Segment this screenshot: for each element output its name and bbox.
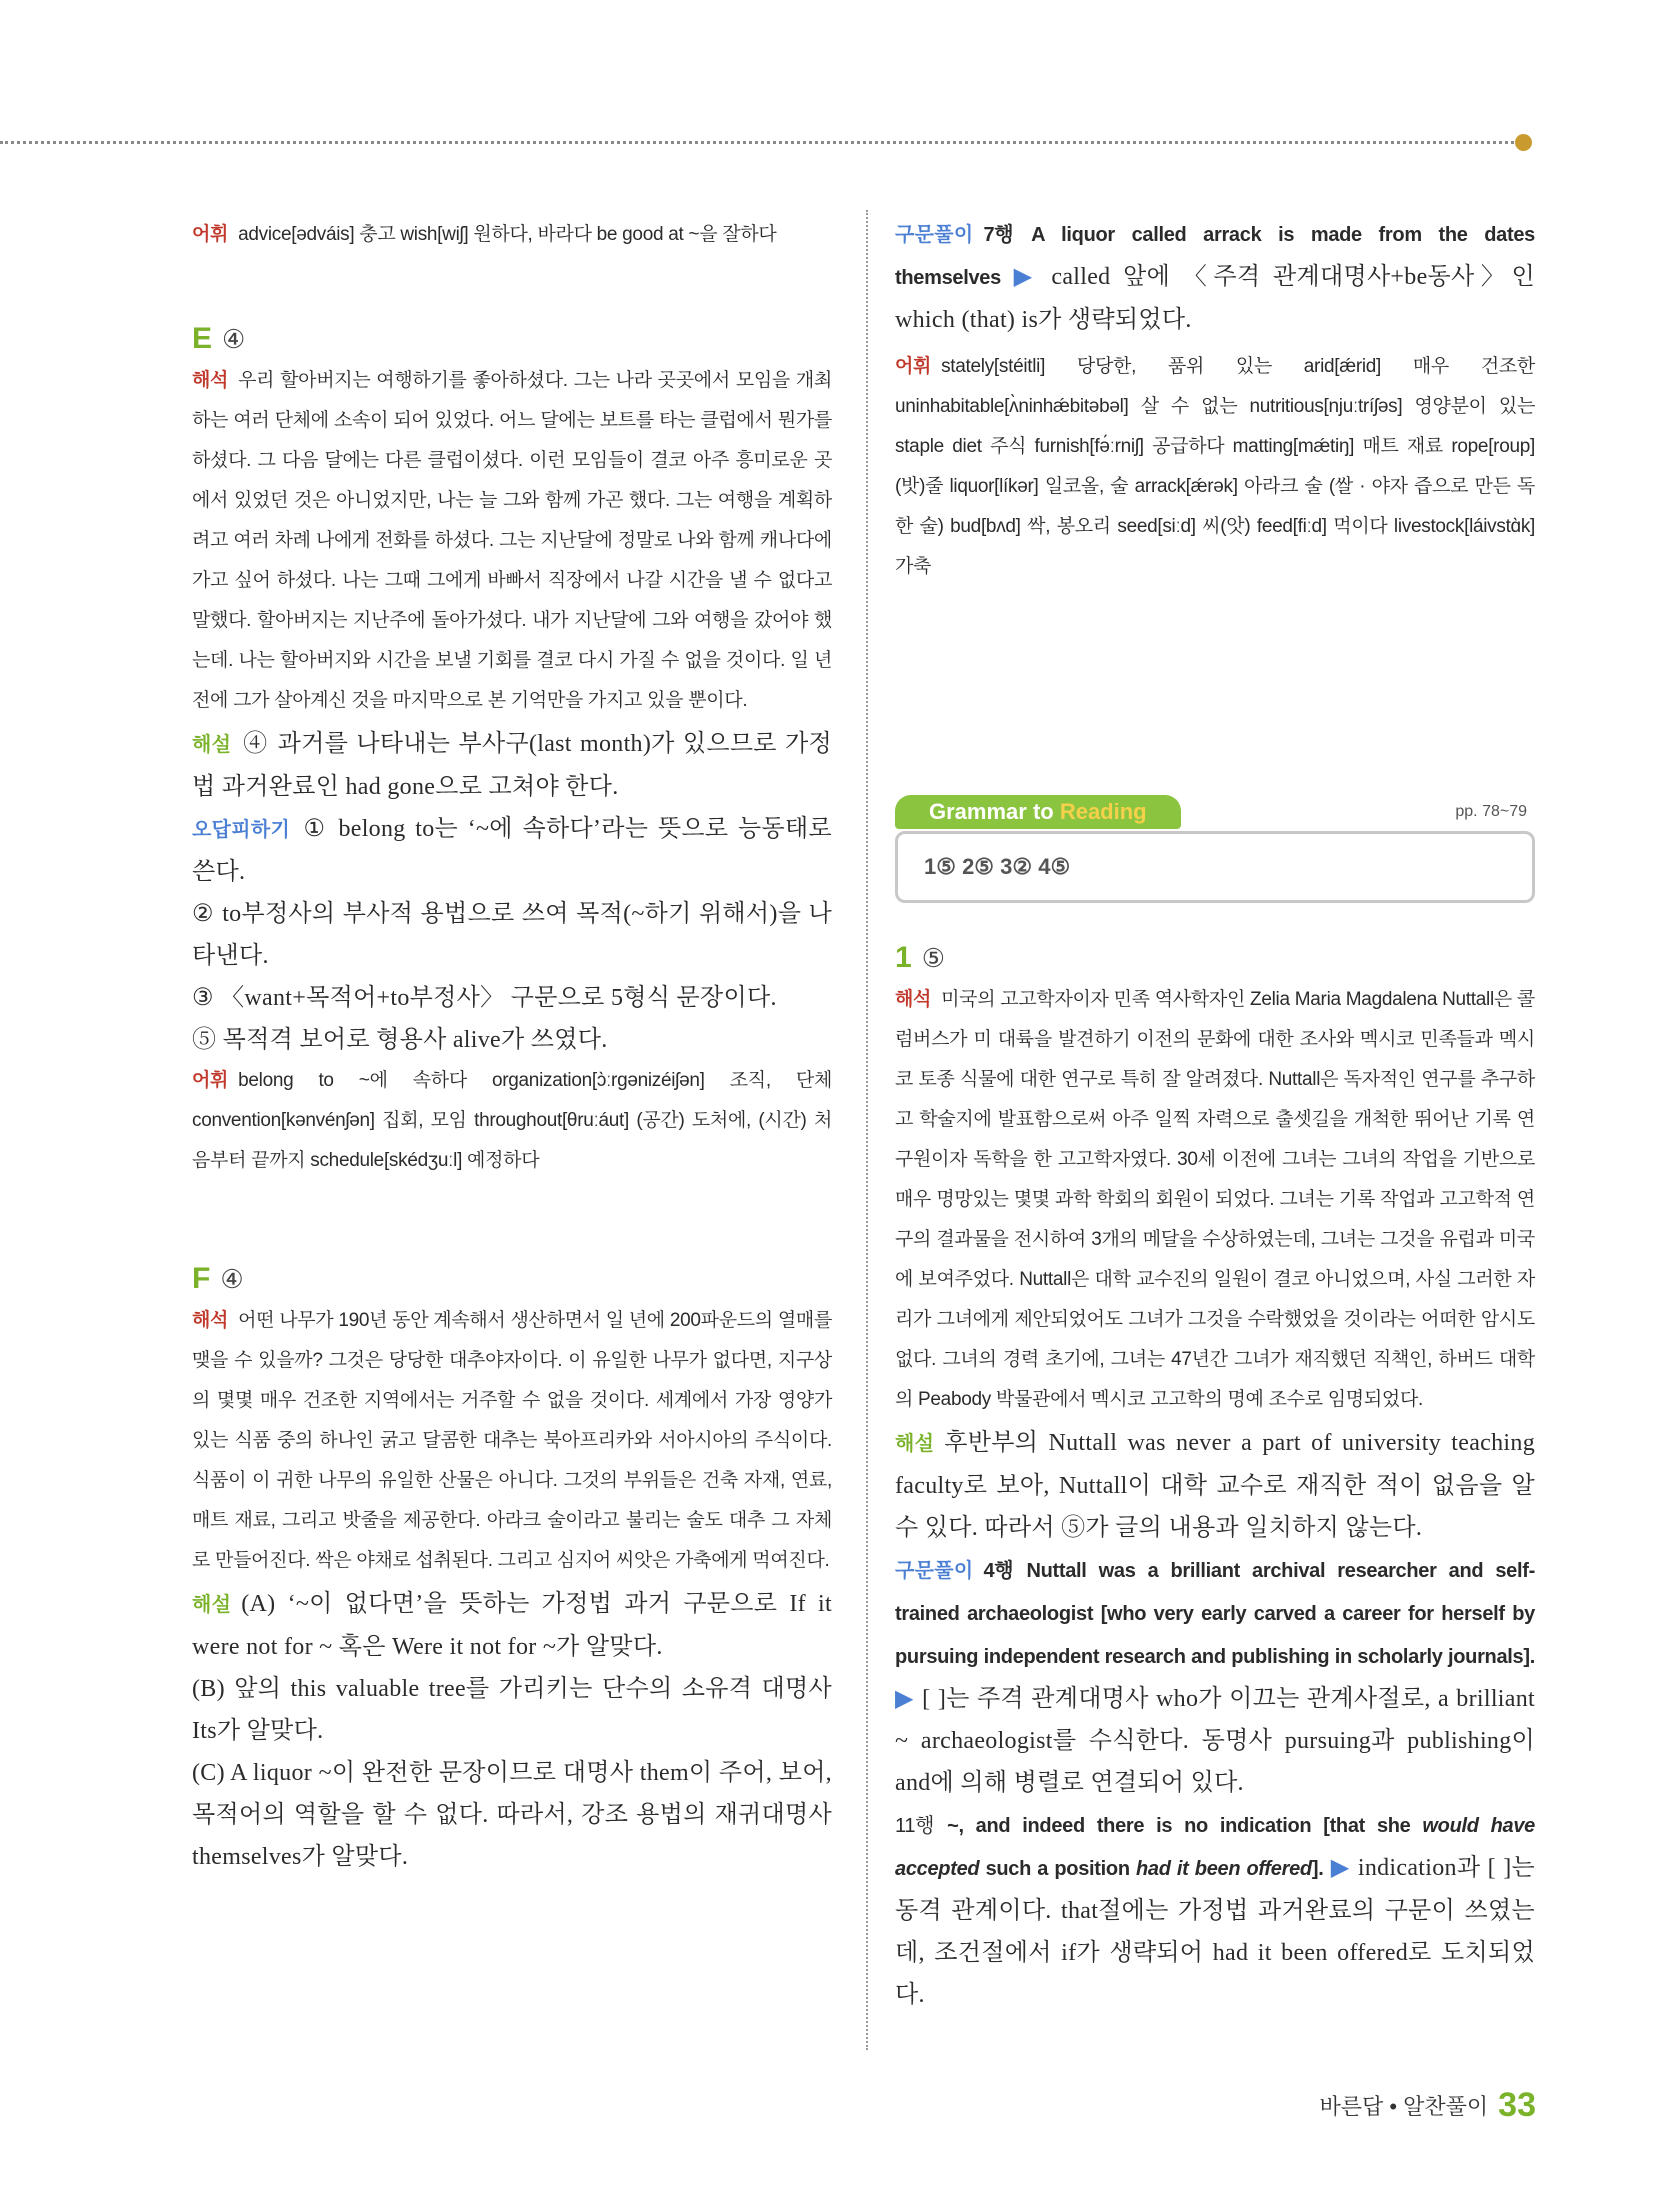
section-e-translation — [192, 361, 832, 721]
section-1-syntax-1 — [895, 1549, 1535, 1804]
section-f-heading — [192, 1257, 832, 1301]
page-footer — [1319, 2086, 1536, 2125]
vocab-label: 어휘 — [192, 1070, 229, 1091]
section-1-heading — [895, 936, 1535, 980]
top-rule-dot — [1515, 134, 1532, 151]
gtr-pages: pp. 78~79 — [1455, 803, 1527, 820]
syntax2-post: ]. — [1311, 1858, 1324, 1880]
section-f-explanation-c: (C) A liquor ~이 완전한 문장이므로 대명사 them이 주어, 보어, 목적어의 역할을 할 수 없다. 따라서, 강조 용법의 재귀대명사 themselves가 알맞다. — [192, 1760, 832, 1870]
translation-text: 어떤 나무가 190년 동안 계속해서 생산하면서 일 년에 200파운드의 열매를 맺을 수 있을까? 그것은 당당한 대추야자이다. 이 유일한 나무가 없다면, 지구상의 몇몇 매우 건조한 지역에서는 거주할 수 없을 것이다. 세계에서 가장 영양가 있는 식품 중의 하나인 굵고 달콤한 대추는 북아프리카와 서아시아의 주식이다. 식품이 이 귀한 나무의 유일한 산물은 아니다. 그것의 부위들은 건축 자재, 연료, 매트 재료, 그리고 밧줄을 제공한다. 아라크 술이라고 불리는 술도 대추 그 자체로 만들어진다. 싹은 야채로 섭취된다. 그리고 심지어 씨앗은 가축에게 먹여진다. — [192, 1310, 832, 1571]
footer-text: 바른답 • 알찬풀이 — [1319, 2094, 1489, 2119]
wrong-label: 오답피하기 — [192, 819, 291, 841]
gtr-badge-text-a: Grammar to — [929, 799, 1060, 824]
explanation-text-a: (A) ‘~이 없다면’을 뜻하는 가정법 과거 구문으로 If it were not for ~ 혹은 Were it not for ~가 알맞다. — [192, 1591, 832, 1660]
explanation-text: ④ 과거를 나타내는 부사구(last month)가 있으므로 가정법 과거완료인 had gone으로 고쳐야 한다. — [192, 731, 832, 800]
section-1-translation — [895, 980, 1535, 1420]
section-e-heading — [192, 317, 832, 361]
arrow-icon: ▶ — [1013, 264, 1039, 290]
section-e-explanation — [192, 723, 832, 808]
syntax-note: [ ]는 주격 관계대명사 who가 이끄는 관계사절로, a brilliant ~ archaeologist를 수식한다. 동명사 pursuing과 publishing이 and에 의해 병렬로 연결되어 있다. — [895, 1686, 1535, 1796]
vocab-text: belong to ~에 속하다 organization[ɔ̀ːrgənizéiʃən] 조직, 단체 convention[kənvénʃən] 집회, 모임 throughout[θruːáut] (공간) 도처에, (시간) 처음부터 끝까지 schedule[skédʒuːl] 예정하다 — [192, 1070, 832, 1171]
grammar-to-reading — [895, 795, 1535, 903]
syntax-top — [895, 213, 1535, 341]
section-1-explanation — [895, 1422, 1535, 1549]
section-1-syntax-2 — [895, 1804, 1535, 2016]
left-column — [192, 215, 832, 1878]
right-column-top — [895, 213, 1535, 587]
syntax-line: 7행 — [983, 224, 1014, 246]
arrow-icon: ▶ — [1330, 1855, 1351, 1881]
section-e-wrong-3: ③ 〈want+목적어+to부정사〉 구문으로 5형식 문장이다. — [192, 985, 777, 1011]
syntax-label: 구문풀이 — [895, 224, 974, 246]
gtr-badge — [895, 795, 1181, 829]
section-e-wrong-5: ⑤ 목적격 보어로 형용사 alive가 쓰였다. — [192, 1027, 608, 1053]
translation-label: 해석 — [895, 989, 932, 1010]
translation-text: 미국의 고고학자이자 민족 역사학자인 Zelia Maria Magdalena Nuttall은 콜럼버스가 미 대륙을 발견하기 이전의 문화에 대한 조사와 멕시코 민족들과 멕시코 토종 식물에 대한 연구로 특히 잘 알려졌다. Nuttall은 독자적인 연구를 추구하고 학술지에 발표함으로써 아주 일찍 자력으로 출셋길을 개척한 뛰어난 기록 연구원이자 독학을 한 고고학자였다. 30세 이전에 그녀는 그녀의 작업을 기반으로 매우 명망있는 몇몇 과학 학회의 회원이 되었다. 그녀는 기록 작업과 고고학적 연구의 결과물을 전시하여 3개의 메달을 수상하였는데, 그녀는 그것을 유럽과 미국에 보여주었다. Nuttall은 대학 교수진의 일원이 결코 아니었으며, 사실 그러한 자리가 그녀에게 제안되었어도 그녀가 그것을 수락했었을 것이라는 어떠한 암시도 없다. 그녀의 경력 초기에, 그녀는 47년간 그녀가 재직했던 직책인, 하버드 대학의 Peabody 박물관에서 멕시코 고고학의 명예 조수로 임명되었다. — [895, 989, 1535, 1410]
section-1-answer: ⑤ — [921, 943, 945, 973]
section-e-wrong-1 — [192, 808, 832, 893]
syntax-label: 구문풀이 — [895, 1560, 974, 1582]
right-column-bottom — [895, 936, 1535, 2016]
syntax-sentence: Nuttall was a brilliant archival researcher and self-trained archaeologist [who very early carved a career for herself by pursuing independent research and publishing in scholarly journals]. — [895, 1560, 1535, 1668]
syntax2-mid: such a position — [979, 1858, 1136, 1880]
section-e-mark: E — [192, 322, 213, 355]
section-f-translation — [192, 1301, 832, 1581]
syntax-note: indication과 [ ]는 동격 관계이다. that절에는 가정법 과거완료의 구문이 쓰였는데, 조건절에서 if가 생략되어 had it been offered로 도치되었다. — [895, 1855, 1535, 2008]
syntax2-pre: ~, and indeed there is no indication [that she — [947, 1815, 1423, 1837]
vocab-block-top — [192, 215, 832, 255]
column-divider — [866, 210, 868, 2050]
vocab-label: 어휘 — [192, 224, 229, 245]
syntax2-it2: had it been offered — [1136, 1858, 1312, 1880]
right-vocab — [895, 347, 1535, 587]
explanation-label: 해설 — [192, 734, 232, 756]
explanation-text: 후반부의 Nuttall was never a part of university teaching faculty로 보아, Nuttall이 대학 교수로 재직한 적이 없음을 알 수 있다. 따라서 ⑤가 글의 내용과 일치하지 않는다. — [895, 1430, 1535, 1541]
section-e-answer: ④ — [222, 324, 246, 354]
section-e-wrong-2: ② to부정사의 부사적 용법으로 쓰여 목적(~하기 위해서)을 나타낸다. — [192, 901, 832, 969]
syntax-note: called 앞에 〈주격 관계대명사+be동사〉인 which (that) is가 생략되었다. — [895, 264, 1535, 333]
vocab-label: 어휘 — [895, 356, 932, 377]
explanation-label: 해설 — [895, 1433, 935, 1455]
gtr-answers: 1⑤ 2⑤ 3② 4⑤ — [895, 831, 1535, 903]
arrow-icon: ▶ — [895, 1686, 915, 1712]
page-number: 33 — [1498, 2086, 1536, 2124]
section-f-answer: ④ — [220, 1264, 244, 1294]
vocab-text: stately[stéitli] 당당한, 품위 있는 arid[ǽrid] 매우 건조한 uninhabitable[ʌ̀ninhǽbitəbəl] 살 수 없는 nutritious[njuːtríʃəs] 영양분이 있는 staple diet 주식 furnish[fə́ːrniʃ] 공급하다 matting[mǽtiŋ] 매트 재료 rope[roup] (밧)줄 liquor[líkər] 일코올, 술 arrack[ǽrək] 아라크 술 (쌀 · 야자 즙으로 만든 독한 술) bud[bʌd] 싹, 봉오리 seed[siːd] 씨(앗) feed[fiːd] 먹이다 livestock[láivstɑ̀k] 가축 — [895, 356, 1535, 577]
translation-text: 우리 할아버지는 여행하기를 좋아하셨다. 그는 나라 곳곳에서 모임을 개최하는 여러 단체에 소속이 되어 있었다. 어느 달에는 보트를 타는 클럽에서 뭔가를 하셨다. 그 다음 달에는 다른 클럽이셨다. 이런 모임들이 결코 아주 흥미로운 곳에서 있었던 것은 아니었지만, 나는 늘 그와 함께 가곤 했다. 그는 여행을 계획하려고 여러 차례 나에게 전화를 하셨다. 그는 지난달에 정말로 나와 함께 캐나다에 가고 싶어 하셨다. 나는 그때 그에게 바빠서 직장에서 나갈 시간을 낼 수 없다고 말했다. 할아버지는 지난주에 돌아가셨다. 내가 지난달에 그와 여행을 갔어야 했는데. 나는 할아버지와 시간을 보낼 기회를 결코 다시 가질 수 없을 것이다. 일 년 전에 그가 살아계신 것을 마지막으로 본 기억만을 가지고 있을 뿐이다. — [192, 370, 832, 711]
section-f-explanation-a — [192, 1583, 832, 1668]
gtr-badge-text-b: Reading — [1059, 799, 1147, 824]
section-f-explanation-b: (B) 앞의 this valuable tree를 가리키는 단수의 소유격 대명사 Its가 알맞다. — [192, 1676, 832, 1744]
syntax-line: 4행 — [983, 1560, 1014, 1582]
wrong-text-1: ① belong to는 ‘~에 속하다’라는 뜻으로 능동태로 쓴다. — [192, 816, 832, 885]
top-dotted-rule — [0, 141, 1520, 144]
section-1-mark: 1 — [895, 941, 912, 974]
translation-label: 해석 — [192, 1310, 229, 1331]
syntax-line: 11행 — [895, 1815, 935, 1837]
section-e-vocab — [192, 1061, 832, 1181]
translation-label: 해석 — [192, 370, 229, 391]
syntax-sentence: A liquor called arrack is made from the dates themselves — [895, 224, 1535, 289]
section-f-mark: F — [192, 1262, 211, 1295]
explanation-label: 해설 — [192, 1594, 232, 1616]
vocab-text: advice[ədváis] 충고 wish[wiʃ] 원하다, 바라다 be good at ~을 잘하다 — [238, 224, 777, 245]
syntax2-it1: would have accepted — [895, 1815, 1535, 1880]
